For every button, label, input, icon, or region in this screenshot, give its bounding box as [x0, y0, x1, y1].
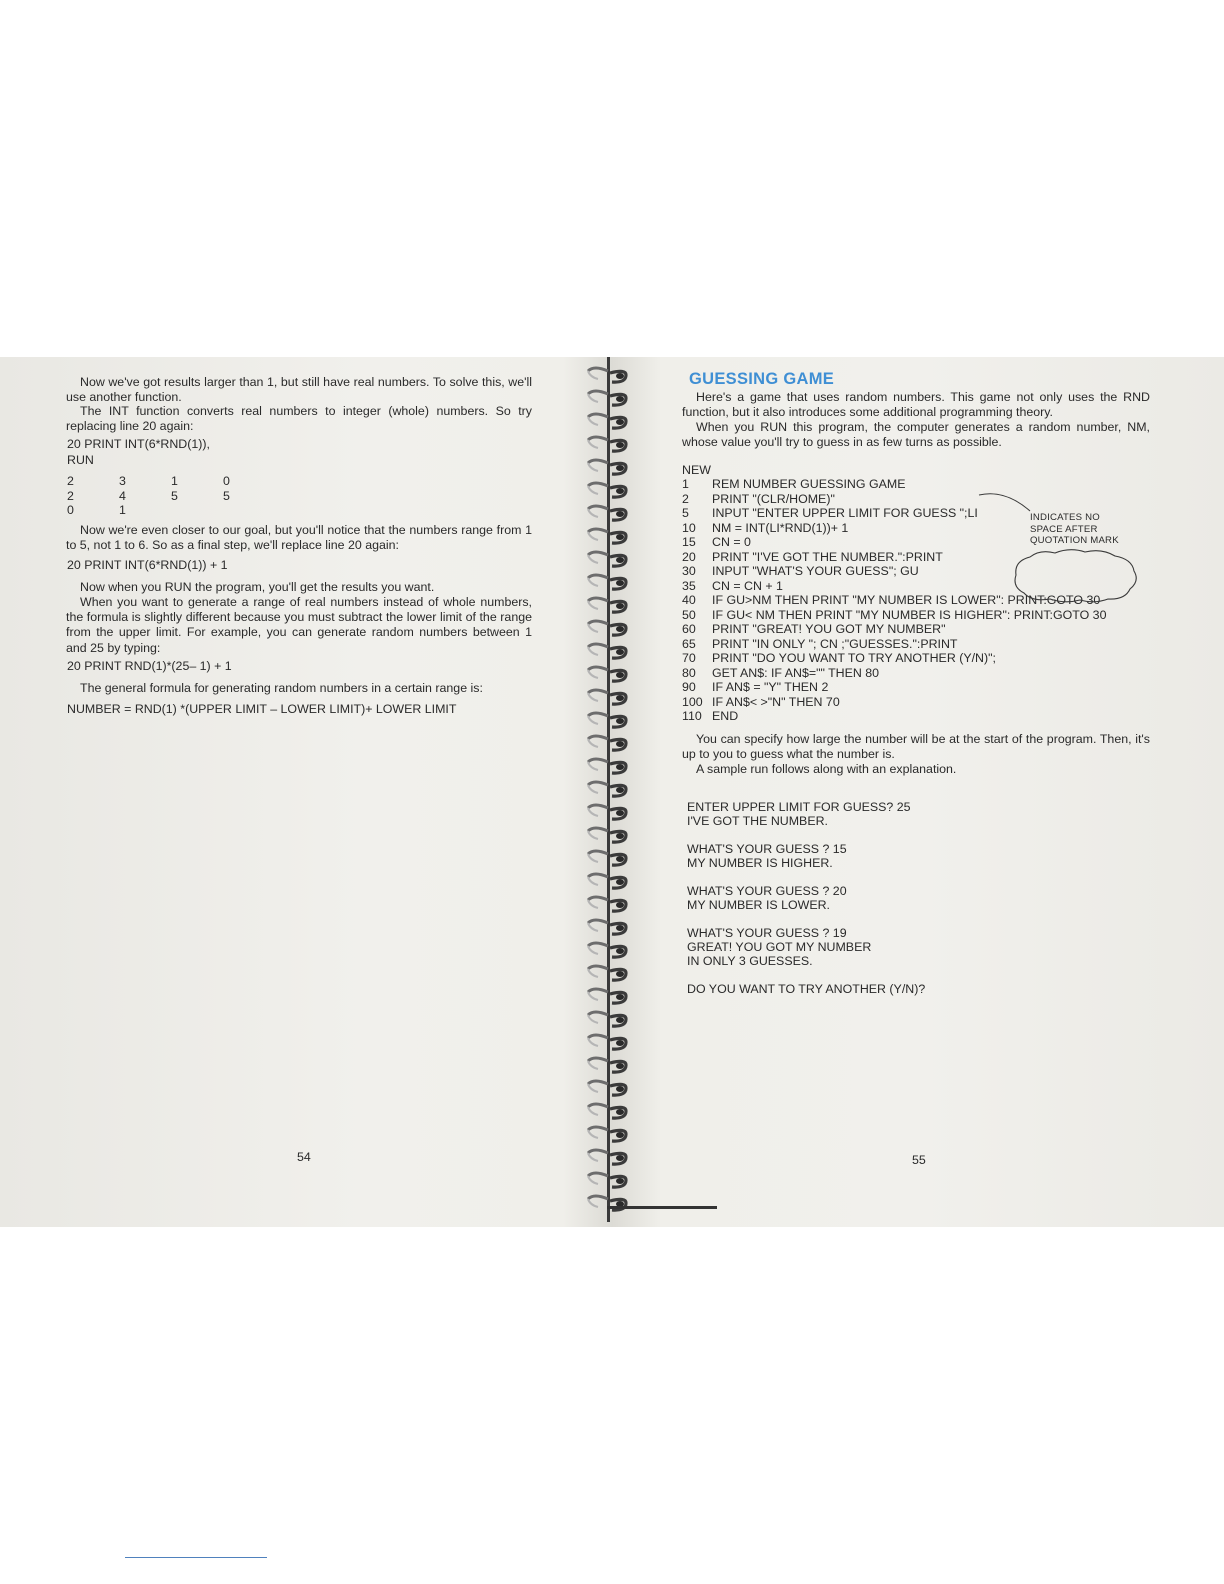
line-number: 20 — [682, 550, 696, 564]
line-number: 90 — [682, 680, 696, 694]
output-cell: 5 — [171, 489, 178, 503]
line-number: 40 — [682, 593, 696, 607]
line-number: 65 — [682, 637, 696, 651]
sample-run-line: DO YOU WANT TO TRY ANOTHER (Y/N)? — [687, 982, 926, 996]
sample-run-line: IN ONLY 3 GUESSES. — [687, 954, 813, 968]
left-page — [0, 357, 590, 1227]
output-cell: 3 — [119, 474, 126, 488]
line-code: GET AN$: IF AN$="" THEN 80 — [712, 666, 880, 680]
output-cell: 2 — [67, 489, 74, 503]
line-code: IF AN$ = "Y" THEN 2 — [712, 680, 829, 694]
output-cell: 1 — [119, 503, 126, 517]
left-para-1: Now we've got results larger than 1, but still have real numbers. To solve this, we'll use another function. — [66, 375, 532, 405]
code-line-1: 20 PRINT INT(6*RND(1)), — [67, 437, 210, 451]
output-cell: 5 — [223, 489, 230, 503]
line-number: 50 — [682, 608, 696, 622]
sample-run-line: WHAT'S YOUR GUESS ? 20 — [687, 884, 847, 898]
right-page — [640, 357, 1224, 1227]
line-number: 100 — [682, 695, 703, 709]
callout-cloud — [1010, 547, 1140, 603]
line-code: CN = 0 — [712, 535, 751, 549]
sample-run-line: WHAT'S YOUR GUESS ? 19 — [687, 926, 847, 940]
line-number: 2 — [682, 492, 689, 506]
output-cell: 1 — [171, 474, 178, 488]
line-code: IF GU< NM THEN PRINT "MY NUMBER IS HIGHER": PRINT:GOTO 30 — [712, 608, 1107, 622]
line-code: IF GU>NM THEN PRINT "MY NUMBER IS LOWER": PRINT:GOTO 30 — [712, 593, 1101, 607]
sample-run-line: ENTER UPPER LIMIT FOR GUESS? 25 — [687, 800, 911, 814]
output-cell: 0 — [67, 503, 74, 517]
code-run: RUN — [67, 453, 94, 467]
sample-run-line: WHAT'S YOUR GUESS ? 15 — [687, 842, 847, 856]
line-code: CN = CN + 1 — [712, 579, 783, 593]
line-code: IF AN$< >"N" THEN 70 — [712, 695, 840, 709]
sample-run-line: MY NUMBER IS HIGHER. — [687, 856, 833, 870]
code-line-2: 20 PRINT INT(6*RND(1)) + 1 — [67, 558, 228, 572]
left-para-4: Now when you RUN the program, you'll get the results you want. — [80, 580, 435, 594]
line-code: NM = INT(LI*RND(1))+ 1 — [712, 521, 849, 535]
sample-run-line: I'VE GOT THE NUMBER. — [687, 814, 828, 828]
line-number: 60 — [682, 622, 696, 636]
left-para-5: When you want to generate a range of real numbers instead of whole numbers, the formula is slightly different because you must subtract the lower limit of the range from the upper limit. For example, you can generate random numbers between 1 and 25 by typing: — [66, 595, 532, 655]
line-number: 110 — [682, 709, 702, 723]
page-number-left: 54 — [297, 1150, 311, 1164]
left-para-2: The INT function converts real numbers to integer (whole) numbers. So try replacing line 20 again: — [66, 404, 532, 434]
line-code: END — [712, 709, 739, 723]
line-code: REM NUMBER GUESSING GAME — [712, 477, 906, 491]
binding-shadow — [607, 1206, 717, 1209]
line-code: PRINT "GREAT! YOU GOT MY NUMBER" — [712, 622, 946, 636]
sample-run-line: MY NUMBER IS LOWER. — [687, 898, 830, 912]
line-code: PRINT "IN ONLY "; CN ;"GUESSES.":PRINT — [712, 637, 958, 651]
section-heading: GUESSING GAME — [689, 370, 835, 388]
right-intro-1: Here's a game that uses random numbers. This game not only uses the RND function, but it also introduces some additional programming theory. — [682, 390, 1150, 420]
left-para-3: Now we're even closer to our goal, but you'll notice that the numbers range from 1 to 5, not 1 to 6. So as a final step, we'll replace line 20 again: — [66, 523, 532, 553]
right-para-2: A sample run follows along with an explanation. — [696, 762, 957, 776]
right-intro-2: When you RUN this program, the computer generates a random number, NM, whose value you'll try to guess in as few turns as possible. — [682, 420, 1150, 450]
right-para-1: You can specify how large the number will be at the start of the program. Then, it's up to you to guess what the number is. — [682, 732, 1150, 762]
line-code: PRINT "(CLR/HOME)" — [712, 492, 835, 506]
new-command: NEW — [682, 463, 711, 477]
left-para-6: The general formula for generating random numbers in a certain range is: — [80, 681, 483, 695]
output-cell: 4 — [119, 489, 126, 503]
line-number: 80 — [682, 666, 696, 680]
line-code: PRINT "DO YOU WANT TO TRY ANOTHER (Y/N)"; — [712, 651, 996, 665]
line-code: INPUT "WHAT'S YOUR GUESS"; GU — [712, 564, 919, 578]
output-cell: 0 — [223, 474, 230, 488]
line-number: 15 — [682, 535, 696, 549]
callout-text: INDICATES NO SPACE AFTER QUOTATION MARK — [1030, 512, 1119, 546]
line-number: 35 — [682, 579, 696, 593]
spiral-binding — [586, 357, 646, 1222]
sample-run-line: GREAT! YOU GOT MY NUMBER — [687, 940, 872, 954]
line-code: PRINT "I'VE GOT THE NUMBER.":PRINT — [712, 550, 943, 564]
footer-rule — [125, 1557, 267, 1558]
line-number: 30 — [682, 564, 696, 578]
line-number: 10 — [682, 521, 696, 535]
line-code: INPUT "ENTER UPPER LIMIT FOR GUESS ";LI — [712, 506, 978, 520]
output-cell: 2 — [67, 474, 74, 488]
code-line-3: 20 PRINT RND(1)*(25– 1) + 1 — [67, 659, 232, 673]
line-number: 1 — [682, 477, 689, 491]
page-number-right: 55 — [912, 1153, 926, 1167]
line-number: 70 — [682, 651, 696, 665]
callout-pointer-line — [975, 489, 1035, 519]
formula: NUMBER = RND(1) *(UPPER LIMIT – LOWER LIMIT)+ LOWER LIMIT — [67, 702, 457, 716]
line-number: 5 — [682, 506, 689, 520]
